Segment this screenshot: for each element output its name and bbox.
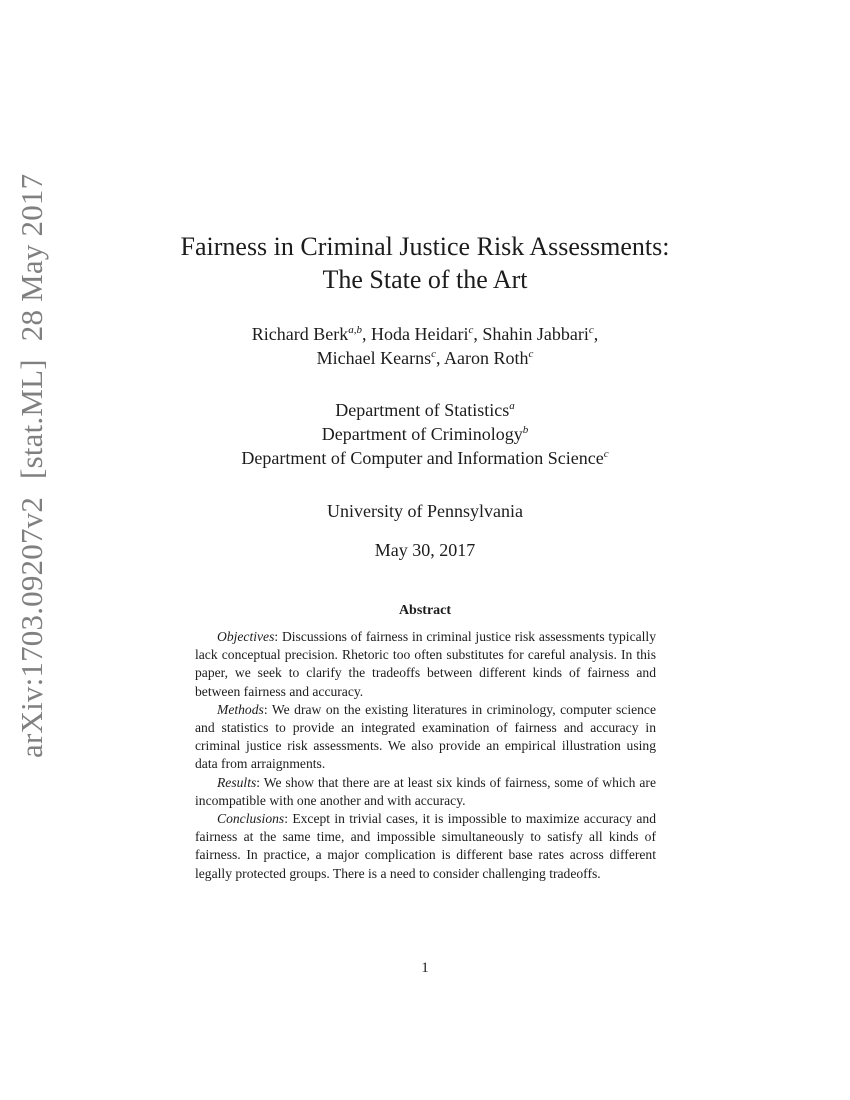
author-line-1 [110, 322, 740, 346]
department-line [110, 398, 740, 422]
arxiv-category: [stat.ML] [14, 359, 49, 479]
author-name: Richard Berk [251, 324, 349, 344]
abstract-paragraph-results [195, 774, 656, 810]
paper-title [110, 230, 740, 296]
author-name: Aaron Roth [443, 348, 529, 368]
abstract-paragraph-conclusions [195, 810, 656, 883]
author-list [110, 322, 740, 370]
title-line-2: The State of the Art [322, 265, 528, 294]
abstract-paragraph-objectives [195, 628, 656, 701]
abstract-section-text: : We show that there are at least six kinds of fairness, some of which are incompatible with one another and with accuracy. [195, 774, 656, 808]
abstract-section-label: Conclusions [217, 811, 285, 827]
author-separator: , [593, 324, 599, 344]
title-line-1: Fairness in Criminal Justice Risk Assessments: [180, 232, 670, 261]
abstract-section-text: : Discussions of fairness in criminal justice risk assessments typically lack conceptual precision. Rhetoric too often substitutes for careful analysis. In this paper, we seek to clarify the tradeoffs between different kinds of fairness and between fairness and accuracy. [195, 629, 656, 699]
page-number: 1 [421, 960, 429, 976]
abstract-section-label: Objectives [217, 629, 275, 644]
author-name: Hoda Heidari [370, 324, 469, 344]
department-name: Department of Statistics [335, 400, 510, 420]
arxiv-id[interactable]: arXiv:1703.09207v2 [14, 496, 49, 758]
university-name: University of Pennsylvania [327, 501, 523, 521]
abstract-section-text: : We draw on the existing literatures in criminology, computer science and statistics to provide an integrated examination of fairness and accuracy in criminal justice risk assessments. We also provide an empirical illustration using data from arraignments. [195, 701, 656, 772]
arxiv-sidebar-stamp [12, 173, 52, 758]
author-affiliation-mark: c [468, 324, 474, 336]
author-affiliation-mark: a,b [348, 324, 362, 336]
author-affiliation-mark: c [528, 348, 534, 360]
author-name: Michael Kearns [316, 348, 432, 368]
department-mark: b [522, 424, 529, 436]
abstract-section-label: Methods [217, 701, 264, 717]
abstract-body [195, 628, 656, 883]
abstract-paragraph-methods [195, 701, 656, 774]
department-list [110, 398, 740, 470]
abstract-heading: Abstract [398, 603, 452, 618]
department-name: Department of Computer and Information Science [241, 448, 604, 468]
author-affiliation-mark: c [431, 348, 436, 360]
department-name: Department of Criminology [321, 424, 523, 444]
department-line [110, 446, 740, 470]
author-line-2 [110, 346, 740, 370]
department-mark: c [603, 448, 609, 460]
author-name: Shahin Jabbari [482, 324, 589, 344]
department-line [110, 422, 740, 446]
arxiv-date: 28 May 2017 [14, 173, 49, 342]
department-mark: a [509, 400, 515, 412]
abstract-section-label: Results [217, 774, 257, 790]
author-separator: , [435, 348, 444, 368]
publication-date: May 30, 2017 [374, 540, 476, 560]
author-separator: , [473, 324, 483, 344]
abstract-section-text: : Except in trivial cases, it is impossible to maximize accuracy and fairness at the same time, and impossible simultaneously to satisfy all kinds of fairness. In practice, a major complication is different base rates across different legally protected groups. There is a need to consider challenging tradeoffs. [195, 811, 656, 881]
author-affiliation-mark: c [588, 324, 594, 336]
author-separator: , [361, 324, 371, 344]
